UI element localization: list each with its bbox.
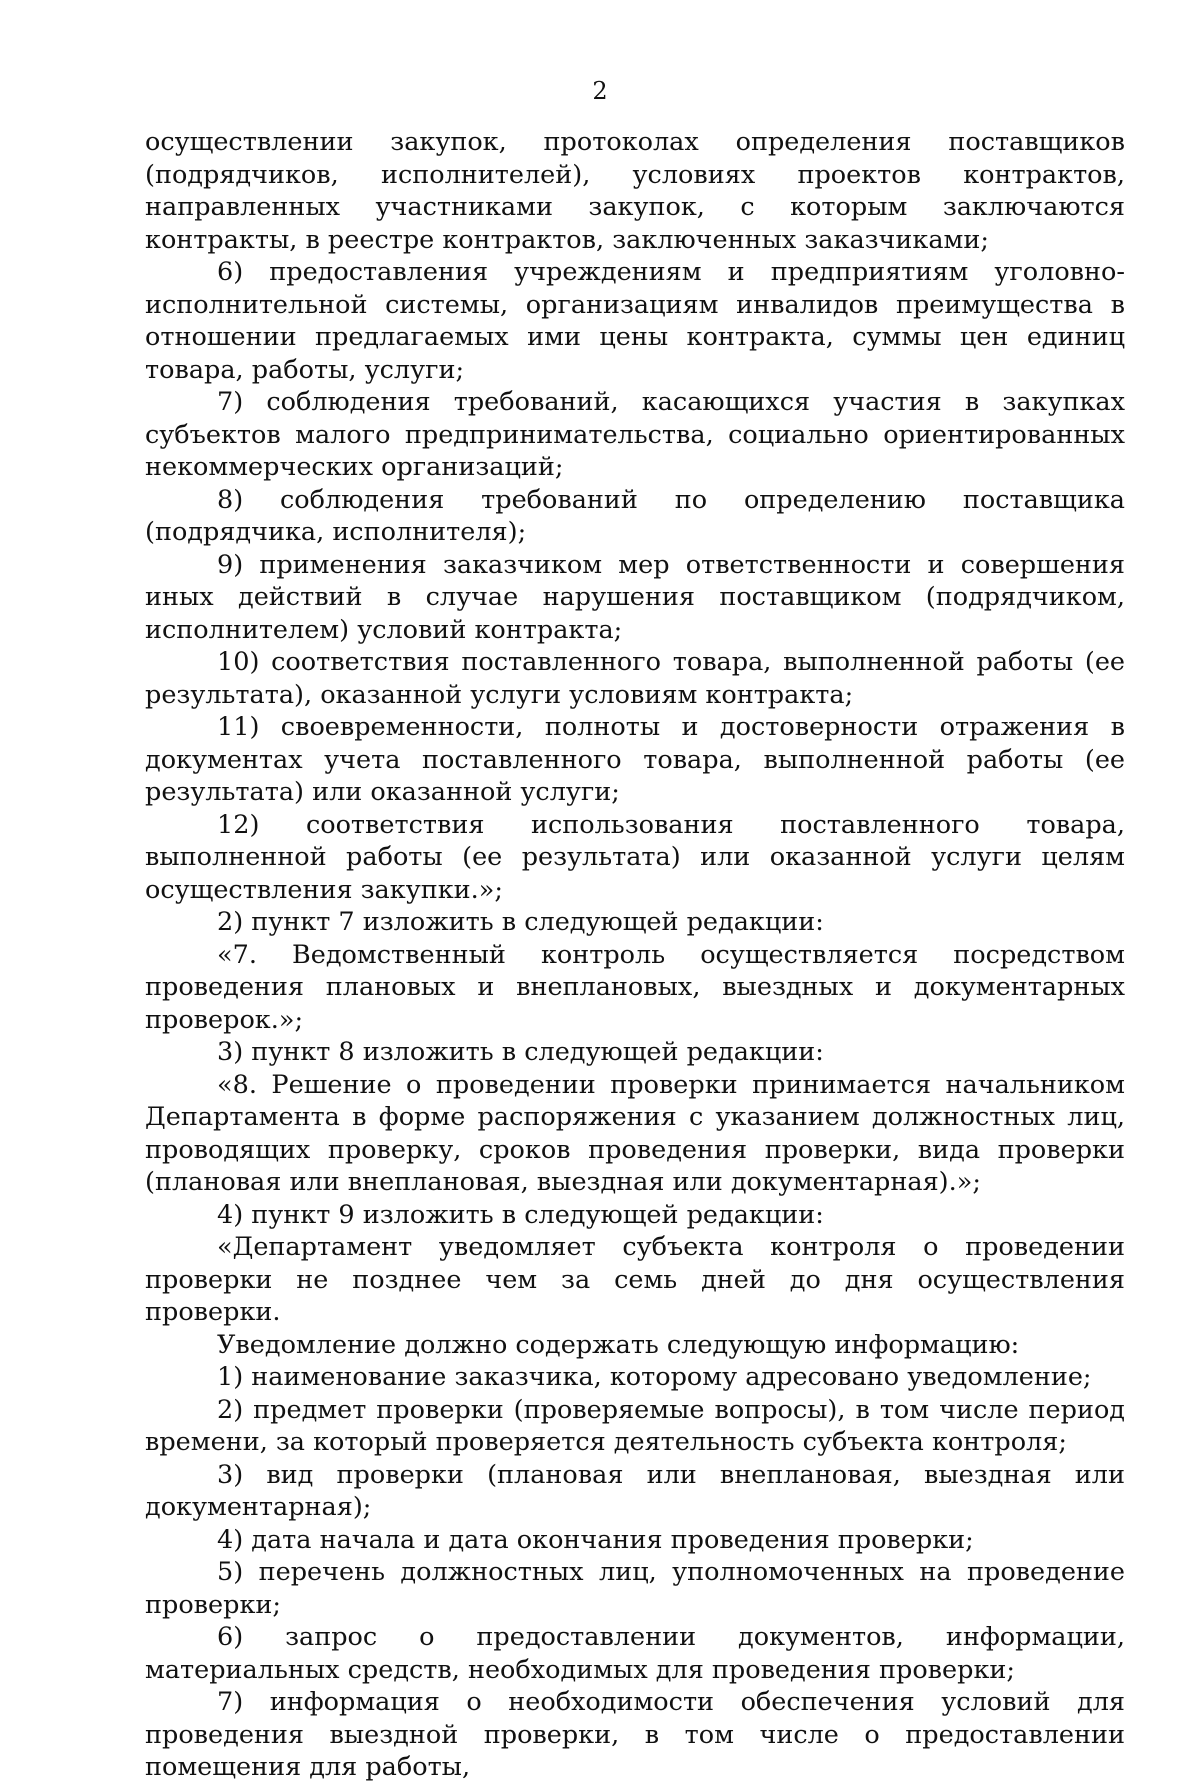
notification-item-7: 7) информация о необходимости обеспечения условий для проведения выездной проверки, в том числе о предоставлении помещения для работы, xyxy=(145,1687,1125,1782)
list-item-12: 12) соответствия использования поставленного товара, выполненной работы (ее результата) или оказанной услуги целям осуществления закупки.»; xyxy=(145,809,1125,905)
list-item-11: 11) своевременности, полноты и достоверности отражения в документах учета поставленного товара, выполненной работы (ее результата) или оказанной услуги; xyxy=(145,712,1125,807)
list-item-7: 7) соблюдения требований, касающихся участия в закупках субъектов малого предпринимательства, социально ориентированных некоммерческих организаций; xyxy=(145,387,1125,482)
list-item-6: 6) предоставления учреждениям и предприятиям уголовно-исполнительной системы, организациям инвалидов преимущества в отношении предлагаемых ими цены контракта, суммы цен единиц товара, работы, услуги; xyxy=(145,257,1125,385)
notification-item-4: 4) дата начала и дата окончания проведения проверки; xyxy=(217,1524,974,1555)
notification-contents-intro: Уведомление должно содержать следующую информацию: xyxy=(217,1329,1020,1360)
list-item-9: 9) применения заказчиком мер ответственности и совершения иных действий в случае нарушения поставщиком (подрядчиком, исполнителем) условий контракта; xyxy=(145,549,1125,645)
amendment-2-text: «7. Ведомственный контроль осуществляется посредством проведения плановых и внеплановых, выездных и документарных проверок.»; xyxy=(145,939,1125,1035)
paragraph-continuation: осуществлении закупок, протоколах определения поставщиков (подрядчиков, исполнителей), условиях проектов контрактов, направленных участниками закупок, с которым заключаются контракты, в реестре контрактов, заключенных заказчиками; xyxy=(145,127,1125,255)
amendment-4-text: «Департамент уведомляет субъекта контроля о проведении проверки не позднее чем за семь дней до дня осуществления проверки. xyxy=(145,1232,1125,1327)
list-item-8: 8) соблюдения требований по определению поставщика (подрядчика, исполнителя); xyxy=(145,484,1125,547)
notification-item-5: 5) перечень должностных лиц, уполномоченных на проведение проверки; xyxy=(145,1557,1125,1620)
list-item-10: 10) соответствия поставленного товара, выполненной работы (ее результата), оказанной услуги условиям контракта; xyxy=(145,647,1125,710)
amendment-3-intro: 3) пункт 8 изложить в следующей редакции: xyxy=(217,1037,824,1067)
amendment-4-intro: 4) пункт 9 изложить в следующей редакции: xyxy=(217,1199,824,1230)
notification-item-1: 1) наименование заказчика, которому адресовано уведомление; xyxy=(217,1362,1092,1392)
document-body xyxy=(145,126,1125,1784)
notification-item-3: 3) вид проверки (плановая или внеплановая, выездная или документарная); xyxy=(145,1459,1125,1522)
amendment-2-intro: 2) пункт 7 изложить в следующей редакции: xyxy=(217,907,824,937)
notification-item-6: 6) запрос о предоставлении документов, информации, материальных средств, необходимых для проведения проверки; xyxy=(145,1622,1125,1685)
amendment-3-text: «8. Решение о проведении проверки принимается начальником Департамента в форме распоряжения с указанием должностных лиц, проводящих проверку, сроков проведения проверки, вида проверки (плановая или внеплановая, выездная или документарная).»; xyxy=(145,1069,1125,1197)
page-number: 2 xyxy=(592,77,608,105)
notification-item-2: 2) предмет проверки (проверяемые вопросы), в том числе период времени, за который проверяется деятельность субъекта контроля; xyxy=(145,1394,1125,1457)
